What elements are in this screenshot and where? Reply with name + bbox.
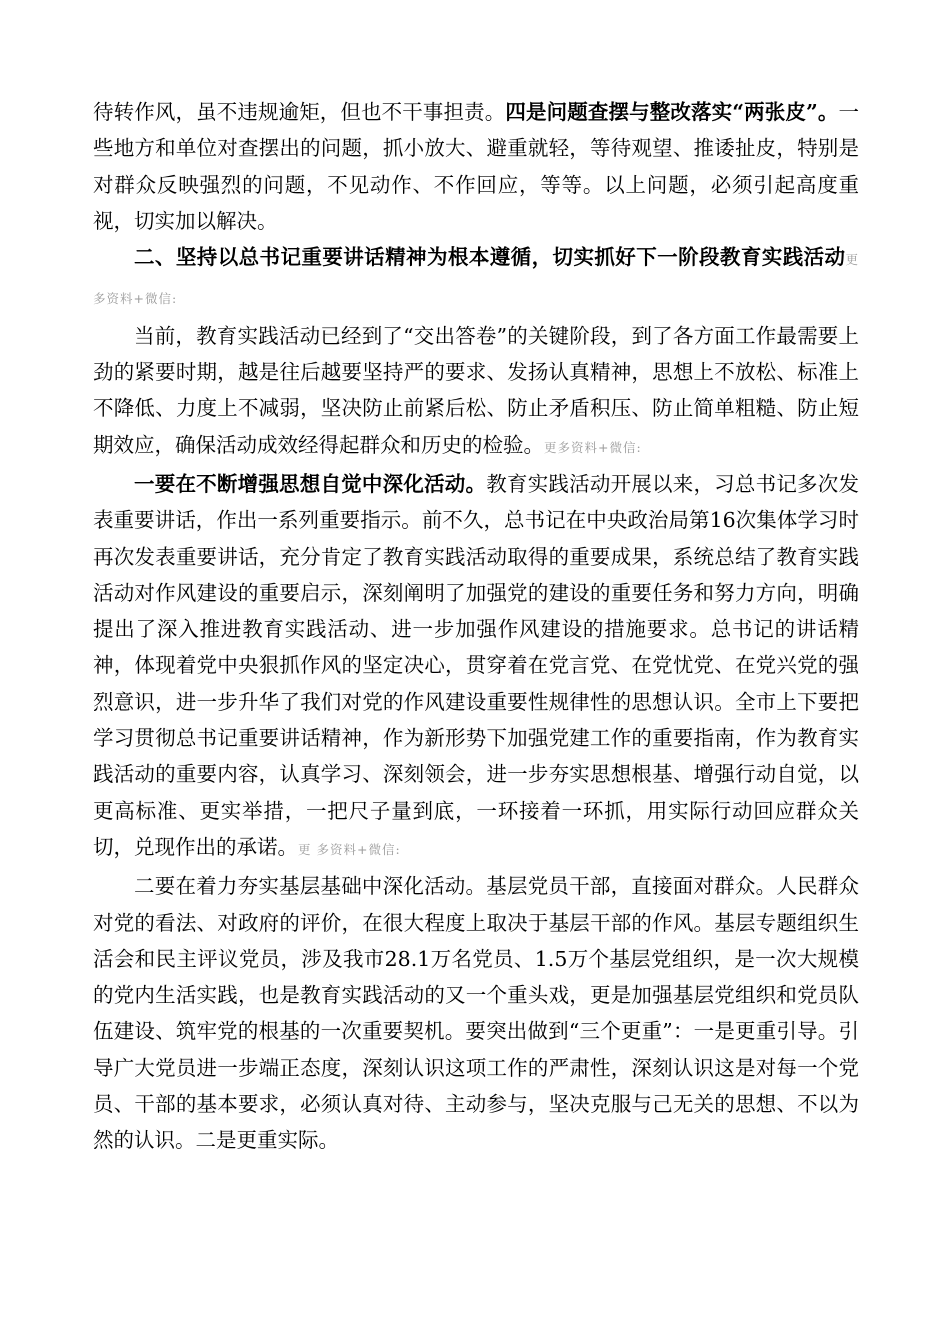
- paragraph-3: [93, 318, 859, 466]
- watermark-note: 更 多资料+微信:: [298, 841, 401, 857]
- watermark-note: 更 多资料+微信:: [93, 252, 859, 307]
- bold-heading: 四是问题查摆与整改落实“两张皮”。: [505, 100, 839, 124]
- text-run: 二要在着力夯实基层基础中深化活动。基层党员干部，直接面对群众。人民群众对党的看法、对政府的评价，在很大程度上取决于基层干部的作风。基层专题组织生活会和民主评议党员，涉及我市28.1万名党员、1.5万个基层党组织，是一次大规模的党内生活实践，也是教育实践活动的又一个重头戏，更是加强基层党组织和党员队伍建设、筑牢党的根基的一次重要契机。要突出做到“三个更重”：一是更重引导。引导广大党员进一步端正态度，深刻认识这项工作的严肃性，深刻认识这是对每一个党员、干部的基本要求，必须认真对待、主动参与，坚决克服与己无关的思想、不以为然的认识。二是更重实际。: [93, 874, 859, 1153]
- section-title: 二、坚持以总书记重要讲话精神为根本遵循，切实抓好下一阶段教育实践活动: [134, 245, 846, 270]
- watermark-note: 更多资料+微信:: [544, 439, 642, 455]
- text-run: 当前，教育实践活动已经到了“交出答卷”的关键阶段，到了各方面工作最需要上劲的紧要时期，越是往后越要坚持严的要求、发扬认真精神，思想上不放松、标准上不降低、力度上不减弱，坚决防止前紧后松、防止矛盾积压、防止简单粗糙、防止短期效应，确保活动成效经得起群众和历史的检验。: [93, 323, 859, 457]
- document-page: [93, 94, 859, 1159]
- paragraph-5: [93, 868, 859, 1158]
- paragraph-1: [93, 94, 859, 239]
- text-run: 待转作风，虽不违规逾矩，但也不干事担责。: [93, 100, 506, 124]
- section-heading: [93, 239, 859, 318]
- bold-heading: 一要在不断增强思想自觉中深化活动。: [134, 471, 487, 496]
- text-run: 教育实践活动开展以来，习总书记多次发表重要讲话，作出一系列重要指示。前不久，总书记在中央政治局第16次集体学习时再次发表重要讲话，充分肯定了教育实践活动取得的重要成果，系统总结了教育实践活动对作风建设的重要启示，深刻阐明了加强党的建设的重要任务和努力方向，明确提出了深入推进教育实践活动、进一步加强作风建设的措施要求。总书记的讲话精神，体现着党中央狠抓作风的坚定决心，贯穿着在党言党、在党忧党、在党兴党的强烈意识，进一步升华了我们对党的作风建设重要性规律性的思想认识。全市上下要把学习贯彻总书记重要讲话精神，作为新形势下加强党建工作的重要指南，作为教育实践活动的重要内容，认真学习、深刻领会，进一步夯实思想根基、增强行动自觉，以更高标准、更实举措，一把尺子量到底，一环接着一环抓，用实际行动回应群众关切，兑现作出的承诺。: [93, 471, 859, 859]
- paragraph-4: [93, 466, 859, 868]
- text-run: 一些地方和单位对查摆出的问题，抓小放大、避重就轻，等待观望、推诿扯皮，特别是对群众反映强烈的问题，不见动作、不作回应，等等。以上问题，必须引起高度重视，切实加以解决。: [93, 100, 859, 233]
